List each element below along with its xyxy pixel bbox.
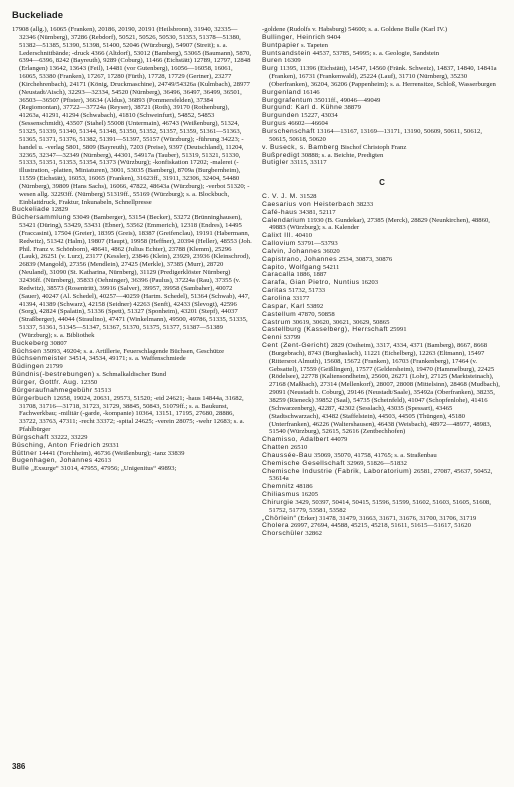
index-references: 12658, 19024, 20631, 29573, 51520; -eid 24621; -haus 14844a, 31682, 31708, 31716—31718, 31723, 31729, 38845, 50843, 51079ff.; s. a. Baukunst, Fachwerkbau; -militär (-garde, -kompanie) 10364, 13151, 17195, 27680, 28886, 33722, 33763, 47311; -recht 33372; -spital 24625; -verein 28075; -wehr 12683; s. a. Pfahlbürger xyxy=(19,394,245,434)
index-references: 3429, 50397, 50414, 50415, 51596, 51599, 51602, 51603, 51605, 51608, 51752, 51779, 53581, 53582 xyxy=(269,498,491,514)
index-term: Bugenhagen, Johannes xyxy=(12,457,93,465)
index-references: 47870, 50858 xyxy=(297,310,335,318)
index-entry xyxy=(262,232,502,240)
index-entry xyxy=(262,65,502,89)
index-references: „Exsurge“ 31014, 47955, 47956; „Unigenitus“ 49893; xyxy=(31,465,177,473)
index-references: 33115, 33117 xyxy=(290,159,327,167)
index-entry xyxy=(262,264,502,272)
index-entry xyxy=(12,450,252,458)
index-entry xyxy=(12,355,252,363)
index-term: Chorschüler xyxy=(262,530,304,538)
index-entry xyxy=(12,457,252,465)
index-references: 2534, 30873, 30876 xyxy=(338,255,393,263)
index-term: Carafa, Gian Pietro, Nuntius xyxy=(262,279,360,287)
index-references: 33177 xyxy=(292,295,310,302)
index-entry xyxy=(262,34,502,42)
index-entry xyxy=(262,201,502,209)
index-references: 33222, 33229 xyxy=(50,433,88,441)
index-term: Butigler xyxy=(262,159,289,167)
index-references: 35093, 49204; s. a. Artillerie, Feuerschlagende Büchsen, Geschütze xyxy=(43,347,225,355)
index-term: C. V. J. M. xyxy=(262,193,299,201)
index-entry xyxy=(262,193,502,201)
index-entry xyxy=(262,42,502,50)
index-references: 32862 xyxy=(305,530,322,538)
index-entry xyxy=(262,209,502,217)
index-entry xyxy=(262,334,502,342)
index-entry xyxy=(12,26,252,206)
index-entry xyxy=(262,483,502,491)
index-entry xyxy=(12,214,252,340)
index-references: 53799 xyxy=(283,334,301,342)
index-term: Castellum xyxy=(262,310,297,318)
index-column-left xyxy=(12,26,252,473)
index-entry xyxy=(262,342,502,436)
index-term: Castellburg (Kasselberg), Herrschaft xyxy=(262,326,389,334)
section-letter: C xyxy=(379,178,385,188)
index-term: Burg xyxy=(262,65,279,73)
index-entry xyxy=(262,97,502,105)
index-term: Chemnitz xyxy=(262,483,295,491)
index-term: Büsching, Anton Friedrich xyxy=(12,441,101,449)
index-entry xyxy=(262,128,502,144)
index-term: Bürger, Gottfr. Aug. xyxy=(12,378,79,386)
index-term: Buckeberg xyxy=(12,339,49,347)
index-references: 1886, 1887 xyxy=(296,271,327,279)
index-column-right xyxy=(262,26,502,538)
index-term: Burggrafentum xyxy=(262,96,313,104)
index-term: Cent (Zent-Gericht) xyxy=(262,342,330,350)
index-term: Burschenschaft xyxy=(262,127,316,135)
index-references: 14441 (Forchheim), 46736 (Weißenburg); -tanz 33839 xyxy=(38,449,185,457)
index-references: 12829 xyxy=(51,206,69,214)
index-term: Bündnis(-bestrebungen) xyxy=(12,371,95,379)
index-references: 38233 xyxy=(356,200,374,208)
index-references: 34514, 34534, 49171; s. a. Waffenschmiede xyxy=(68,355,186,363)
index-entry xyxy=(262,159,502,167)
index-term: Büchersammlung xyxy=(12,214,72,222)
index-entry xyxy=(262,57,502,65)
index-references: 26510 xyxy=(290,444,308,452)
index-references: 9404 xyxy=(327,33,341,41)
index-entry xyxy=(262,530,502,538)
index-term: Büdingen xyxy=(12,363,45,371)
index-term: Burgunden xyxy=(262,112,300,120)
index-references: 30619, 30620, 30621, 30629, 50865 xyxy=(292,318,390,326)
index-references: 35011ff., 49046—49049 xyxy=(314,96,381,104)
index-term: Buren xyxy=(262,57,283,65)
index-references: 53791—53793 xyxy=(297,240,338,248)
index-term: Burgus xyxy=(262,120,287,128)
index-references: 34381, 52117 xyxy=(299,208,336,216)
index-term: Bürgeraufnahmegebühr xyxy=(12,386,93,394)
index-term: Bulle xyxy=(12,465,30,473)
index-term: v. Buseck, s. Bamberg xyxy=(262,143,339,151)
index-references: 51513 xyxy=(94,386,112,394)
index-references: 26581, 27087, 45637, 50452, 53614a xyxy=(269,467,493,483)
index-references: 12350 xyxy=(80,378,98,386)
index-references: s. Schmalkaldischer Bund xyxy=(96,371,167,379)
index-entry xyxy=(12,206,252,214)
index-references: 16146 xyxy=(302,88,320,96)
index-term: Büchsen xyxy=(12,347,42,355)
index-entry xyxy=(262,152,502,160)
index-term: Büttner xyxy=(12,449,38,457)
index-entry xyxy=(262,89,502,97)
index-entry xyxy=(262,311,502,319)
index-entry xyxy=(262,460,502,468)
index-references: 11930 (B. Gundekar), 27385 (Merck), 28829 (Neunkirchen), 48860, 49883 (Würzburg); s. a. Kalender xyxy=(269,216,490,232)
index-entry xyxy=(12,387,252,395)
index-entry xyxy=(12,348,252,356)
index-term: Chemische Gesellschaft xyxy=(262,459,346,467)
index-references: 2829 (Ostheim), 3317, 4334, 4371 (Bamberg), 8667, 8668 (Burgebrach), 8743 (Burghaslach), 11221 (Eichelberg), 12263 (Eltmann), 15497 (Rittersrot Almuth), 15608, 15672 (Franken), 16703 (Frankenberg), 17464 (v. Gebsattel), 17559 (Geißlingen), 17577 (Geldersheim), 19470 (Hammelburg), 22425 (Rödelsee), 22778 (Kaltensondheim), 25600, 26271 (Lohr), 27125 (Marktsteinach), 27168 (Maßbach), 27314 (Mellenkorf), 28007, 28008 (Mittelsinn), 28468 (Mudbach), 29091 (Neustadt b. Coburg), 29146 (Neustadt/Saale), 35492a (Oberfranken), 38235, 38259 (Rieneck) 39852 (Saal), 54735 (Scheinfeld), 41047 (Schopfenlohe), 41416 (Schwarzenberg), 42287, 42302 (Sesslach), 43035 (Spessart), 43465 (Stadtschwarzach), 43482 (Staffelstein), 44503, 44505 (Thüngen), 45180 (Unterfranken), 46226 (Waltershausen), 46438 (Weisbach), 48972—48977, 48983, 51540 (Würzburg), 52615, 52616 (Zentbechhofen) xyxy=(269,342,500,436)
index-entry xyxy=(262,452,502,460)
index-term: Chaussée-Bau xyxy=(262,451,313,459)
index-term: Buntpapier xyxy=(262,41,300,49)
index-references: 30888; s. a. Beichte, Predigten xyxy=(301,151,384,159)
index-entry xyxy=(12,395,252,434)
index-entry xyxy=(262,104,502,112)
index-entry xyxy=(12,371,252,379)
index-term: Cholera xyxy=(262,522,289,530)
index-entry xyxy=(262,279,502,287)
index-term: Bürgerbuch xyxy=(12,394,52,402)
index-term: Capito, Wolfgang xyxy=(262,263,322,271)
index-references: 40410 xyxy=(295,232,312,240)
index-references: 21799 xyxy=(45,363,63,371)
index-entry xyxy=(262,499,502,515)
index-term: Caspar, Karl xyxy=(262,302,305,310)
index-references: 13164—13167, 13169—13171, 13190, 50609, 50611, 50612, 50615, 50618, 50620 xyxy=(269,127,483,143)
index-references: 15227, 43034 xyxy=(300,112,338,120)
index-references: 53049 (Bamberger), 53154 (Becker), 53272 (Brünninghausen), 53421 (Düring), 53429, 53431 (Ebner), 53562 (Emmerich), 12318 (Endres), 14495 (Fraccasini), 17504 (Greier), 18395 (Greis), 18387 (Greifenclau), 19191 (Habermann, Redwitz), 51342 (Halm), 19807 (Haupt), 19958 (Heffner), 20394 (Heller), 48553 (Joh. Phil. Franz v. Schönborn), 48641, 4862 (Julius Echter), 23788 (Klemm), 25296 (Lauk), 26251 (v. Lurz), 23177 (Kessler), 23846 (Klein), 23929, 23936 (Kleinschrod), 26839 (Mangold), 27356 (Mendlein), 27425 (Merkle), 37385 (Murr), 28720 (Neuland), 31090 (St. Katharina, Nürnberg), 31129 (Predigerklöster Nürnberg) 32436ff. (Nürnberg), 35833 (Oehninger), 36396 (Paulus), 37224a (Rau), 37355 (v. Redwitz), 38573 (Rosentritt), 39916 (Salver), 39957, 39958 (Sambaher), 40072 (Sauer), 40247 (Al. Schedel), 40257—40259 (Hartm. Schedel), 51364 (Schwab), 447, 41394, 41389 (Schwarz), 42158 (Seidner) 42263 (Senft), 42433 (Slevogt), 42596 (Sorg), 42824 (Spalatin), 51336 (Spett), 51327 (Sponheim), 43201 (Stepf), 44037 (Straßberger), 44044 (Straulino), 47471 (Winkelmann), 49500, 49786, 51335, 51335, 51337, 51361, 51345—51347, 51367, 51370, 51375, 51377, 51387—51389 (Würzburg); s. a. Bibliothek xyxy=(19,214,252,339)
index-entry xyxy=(12,363,252,371)
index-references: 46602—46604 xyxy=(287,120,328,128)
index-references: Bischof Christoph Franz xyxy=(340,143,407,151)
index-references: 26997, 27694, 44588, 45215, 45218, 51611, 51615—51617, 51620 xyxy=(290,522,471,530)
index-term: Bullinger, Heinrich xyxy=(262,33,326,41)
index-term: Burgund: Karl d. Kühne xyxy=(262,104,343,112)
index-references: 17908 (allg.), 16065 (Franken), 20186, 20190, 20191 (Heilsbronn), 31940, 32335—32346 (Nürnberg), 37286 (Rebdorf), 50521, 50526, 50530, 51353, 51378—51380, 51382—51385, 51390, 51398, 51400, 52046 (Würzburg), 54907 (Streit); s. a. Lederschnittbände; -druck 4366 (Altdorf), 53012 (Bamberg), 53065 (Baumann), 5870, 6394—6396, 8242 (Bayreuth), 9289 (Coburg), 11466 (Eichstätt) 12789, 12797, 12848 (Erlangen) 13642, 13643 (Feil), 14481 (vor Gutenberg), 16056—16058, 16061, 16065, 53380 (Franken), 17267, 17280 (Fürth), 17728, 17729 (Gertner), 23277 (Kirchehrenbach), 24171 (König, Druckmaschine), 24749/54326a (Kulmbach), 28977 (Neustadt/Aisch), 32293—32334, 54520 (Nürnberg), 36496, 36497, 36499, 36501, 36503—36507 (Pfister), 36634 (Aldus), 36893 (Pommersfelden), 37384 (Regiomontan), 37722—37724a (Reyser), 38721 (Roth), 39170 (Rothenburg), 41263a, 41291, 41294 (Schwabach), 41810 (Schweinfurt), 54852, 54853 (Sessenschmidt), 43507 (Stahel) 55008 (Untermain), 46743 (Weißenburg), 51324, 51325, 51339, 51340, 51344, 51348, 51350, 51352, 51357, 51359, 51361—51363, 51365, 51371, 51376, 51382, 51391—51397, 55157 (Würzburg); -führung 34223; -handel u. -verlag 5801, 5809 (Bayreuth), 7203 (Preise), 9397 (Deutschland), 11204, 32365, 32347—32349 (Nürnberg), 44301, 54917a (Tauber), 51319, 51321, 51330, 51333, 51351, 51353, 51354, 51373 (Würzburg); -konfiskation 17202; -malerei (-illustration, -platten, Miniaturen), 3001, 53035 (Bamberg), 8709a (Burgbernheim), 11559 (Eichstätt), 16053, 16065 (Franken), 31623ff., 31911, 32306, 32404, 54480 (Nürnberg), 39809 (Hans Sachs), 16066, 47822, 48643a (Würzburg); -verbot 51320; -wesen allg. 32293ff. (Nürnberg) 51319ff., 55169 (Würzburg); s. a. Blockbuch, Einblattdruck, Fraktur, Inkunabeln, Schnellpresse xyxy=(12,26,252,206)
index-references: 29331 xyxy=(102,441,120,449)
index-entry xyxy=(12,379,252,387)
index-term: Capistrano, Johannes xyxy=(262,255,338,263)
index-entry xyxy=(262,50,502,58)
index-references: 31528 xyxy=(299,193,317,201)
index-references: 25991 xyxy=(389,326,407,334)
index-term: Chemische Industrie (Fabrik, Laboratorium) xyxy=(262,467,412,475)
index-references: 16203 xyxy=(361,279,379,287)
index-references: 44079 xyxy=(330,436,348,444)
index-entry xyxy=(262,515,502,523)
index-term: Calendarium xyxy=(262,216,306,224)
index-entry xyxy=(262,444,502,452)
index-references: 30807 xyxy=(50,339,67,347)
index-entry xyxy=(12,465,252,473)
index-term: Bußpredigt xyxy=(262,151,300,159)
index-references: 32969, 51826—51832 xyxy=(346,459,407,467)
index-references: (Erker) 31478, 31479, 31663, 31671, 31676, 31700, 31706, 31719 xyxy=(298,514,477,522)
index-entry xyxy=(262,271,502,279)
index-references: s. Tapeten xyxy=(301,41,328,49)
index-entry xyxy=(262,326,502,334)
index-term: Callovium xyxy=(262,240,296,248)
index-entry xyxy=(12,340,252,348)
index-term: Bürgschaft xyxy=(12,433,49,441)
index-references: 16205 xyxy=(301,491,319,499)
index-term: „Chörlein“ xyxy=(262,514,297,522)
index-term: Calvin, Johannes xyxy=(262,247,322,255)
index-entry xyxy=(262,287,502,295)
index-entry xyxy=(262,26,502,34)
index-term: Castrum xyxy=(262,318,291,326)
index-entry xyxy=(262,256,502,264)
index-entry xyxy=(262,522,502,530)
index-term: Buckeliade xyxy=(12,206,50,214)
index-term: Café-haus xyxy=(262,208,298,216)
index-entry xyxy=(12,442,252,450)
index-entry xyxy=(262,120,502,128)
index-references: 36020 xyxy=(322,247,340,255)
index-entry xyxy=(262,319,502,327)
index-term: Carolina xyxy=(262,295,291,302)
page-header: Buckeliade xyxy=(12,10,64,21)
index-entry xyxy=(262,295,502,303)
index-term: Caritas xyxy=(262,287,287,295)
index-references: 35069, 35070, 41758, 41765; s. a. Straßenbau xyxy=(313,451,437,459)
index-references: 42613 xyxy=(94,457,112,465)
index-references: 44537, 53785, 54995; s. a. Geologie, Sandstein xyxy=(312,49,440,57)
index-entry xyxy=(262,491,502,499)
index-term: Burgenland xyxy=(262,88,302,96)
index-term: Büchsenmeister xyxy=(12,355,67,363)
index-entry xyxy=(12,434,252,442)
index-references: 53892 xyxy=(306,302,324,310)
index-entry xyxy=(262,303,502,311)
index-term: Calixt III. xyxy=(262,232,294,240)
index-references: -goldene (Rudolfs v. Habsburg) 54600; s. a. Goldene Bulle (Karl IV.) xyxy=(262,26,448,33)
index-references: 38879 xyxy=(344,104,361,112)
index-entry xyxy=(262,248,502,256)
index-entry xyxy=(262,144,502,152)
page-number: 386 xyxy=(12,762,26,771)
index-references: 16309 xyxy=(284,57,301,65)
index-references: 54211 xyxy=(322,263,340,271)
index-entry xyxy=(262,436,502,444)
index-term: Cenni xyxy=(262,334,282,342)
index-references: 51732, 51733 xyxy=(288,287,326,295)
index-term: Chiliasmus xyxy=(262,491,300,499)
index-term: Chatten xyxy=(262,444,289,452)
index-entry xyxy=(262,217,502,233)
index-entry xyxy=(262,468,502,484)
index-term: Chamisso, Adalbert xyxy=(262,436,329,444)
index-references: 11395, 11396 (Eichstätt), 14547, 14560 (Fränk. Schweiz), 14837, 14840, 14841a (Franken), 16731 (Frankenwald), 25224 (Lauf), 31710 (Nürnberg), 35230 (Oberfranken), 36204, 36206 (Pappenheim); s. a. Herrensitze, Schloß, Wasserburgen xyxy=(269,65,497,88)
index-entry xyxy=(262,240,502,248)
index-term: Caracalla xyxy=(262,271,295,279)
index-term: Chirurgie xyxy=(262,498,294,506)
index-entry xyxy=(262,112,502,120)
index-references: 48186 xyxy=(295,483,313,491)
index-term: Caesarius von Heisterbach xyxy=(262,200,355,208)
index-term: Buntsandstein xyxy=(262,49,311,57)
